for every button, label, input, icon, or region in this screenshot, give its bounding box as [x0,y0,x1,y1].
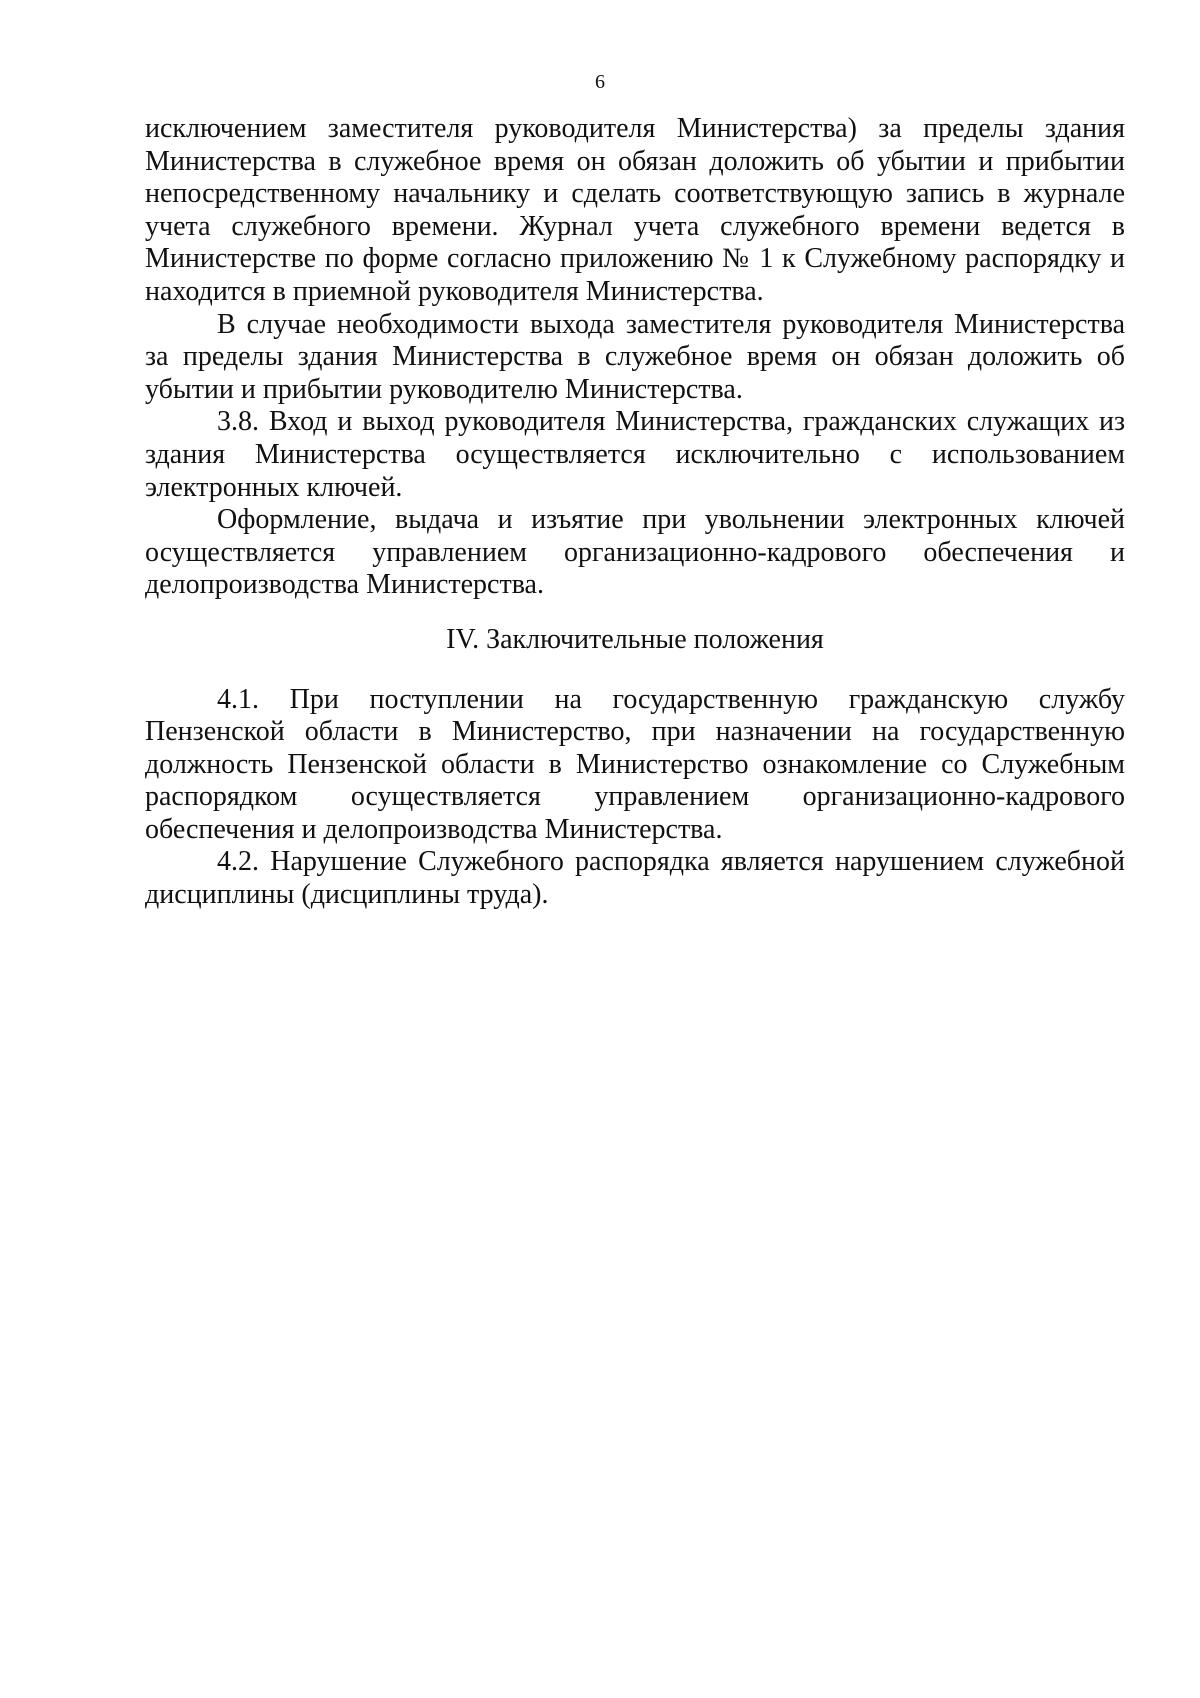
section-heading: IV. Заключительные положения [446,623,824,655]
paragraph-4-2: 4.2. Нарушение Служебного распорядка является нарушением служебной дисциплины (дисциплины труда). [145,846,1125,911]
paragraph-electronic-keys: Оформление, выдача и изъятие при увольнении электронных ключей осуществляется управлением организационно-кадрового обеспечения и делопроизводства Министерства. [145,504,1125,601]
paragraph-3-8: 3.8. Вход и выход руководителя Министерства, гражданских служащих из здания Министерства осуществляется исключительно с использованием электронных ключей. [145,406,1125,503]
paragraph-deputy-exit: В случае необходимости выхода заместителя руководителя Министерства за пределы здания Министерства в служебное время он обязан доложить об убытии и прибытии руководителю Министерства. [145,308,1125,405]
paragraph-4-1: 4.1. При поступлении на государственную гражданскую службу Пензенской области в Министерство, при назначении на государственную должность Пензенской области в Министерство ознакомление со Служебным распорядком осуществляется управлением организационно-кадрового обеспечения и делопроизводства Министерства. [145,683,1125,845]
paragraph-continuation: исключением заместителя руководителя Министерства) за пределы здания Министерства в служебное время он обязан доложить об убытии и прибытии непосредственному начальнику и сделать соответствующую запись в журнале учета служебного времени. Журнал учета служебного времени ведется в Министерстве по форме согласно приложению № 1 к Служебному распорядку и находится в приемной руководителя Министерства. [145,113,1125,307]
document-body [145,113,1125,912]
page-number: 6 [595,71,605,93]
